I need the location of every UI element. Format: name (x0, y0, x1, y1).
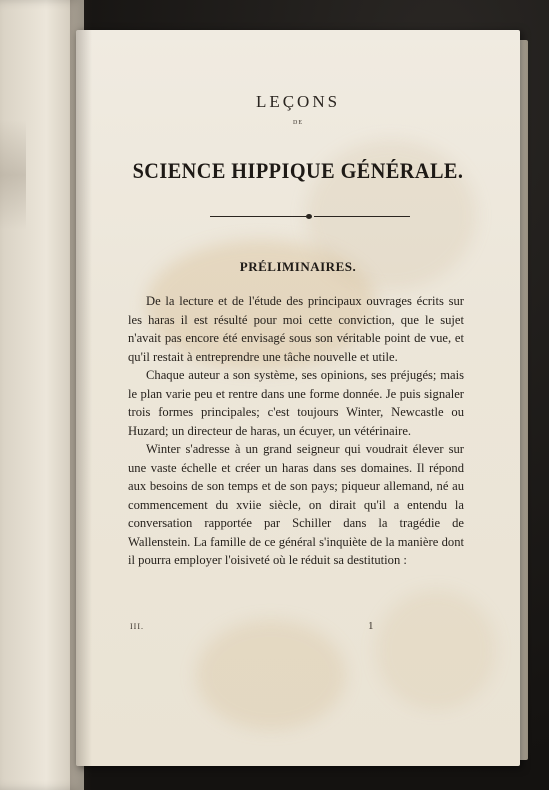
ornament-rule-right (314, 216, 410, 217)
page-edge (520, 40, 528, 760)
footer-signature: III. (130, 622, 144, 631)
header-lecons: LEÇONS (255, 92, 341, 111)
body-text (128, 292, 464, 570)
paragraph-3: Winter s'adresse à un grand seigneur qui voudrait élever sur une vaste échelle et créer un haras dans ses domaines. Il répond aux besoins de son temps et de son pays; piqueur allemand, né au commencement du xviie siècle, on dirait qu'il a entendu la conversation rapportée par Schiller dans la tragédie de Wallenstein. La famille de ce général s'inquiète de la manière dont il pourra employer l'oisiveté où le réduit sa destitution : (128, 442, 464, 567)
ornament-rule-left (210, 216, 306, 217)
paragraph-1: De la lecture et de l'étude des principaux ouvrages écrits sur les haras il est résulté pour moi cette conviction, que le sujet n'avait pas encore été envisagé sous son véritable point de vue, et qu'il restait à entreprendre une tâche nouvelle et utile. (128, 294, 464, 364)
stain (376, 590, 496, 710)
page-number: 1 (368, 620, 374, 632)
header-de: DE (293, 120, 303, 126)
stain (196, 620, 346, 730)
ornament-dot (306, 214, 312, 219)
paragraph-2: Chaque auteur a son système, ses opinions, ses préjugés; mais le plan varie peu et rentre dans une forme donnée. Je puis signaler trois formes principales; c'est toujours Winter, Newcastle ou Huzard; un directeur de haras, un écuyer, un vétérinaire. (128, 368, 464, 438)
section-heading: PRÉLIMINAIRES. (239, 259, 357, 274)
right-page (76, 30, 520, 766)
book-title: SCIENCE HIPPIQUE GÉNÉRALE. (132, 158, 464, 183)
left-page-mark (0, 120, 26, 230)
gutter-shadow (70, 0, 92, 790)
